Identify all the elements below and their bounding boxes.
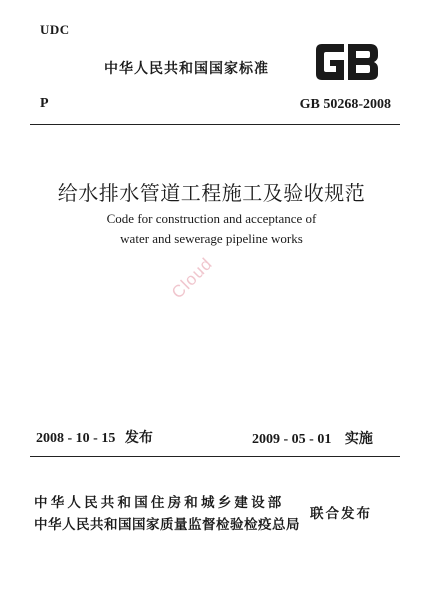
national-standard-heading: 中华人民共和国国家标准 (104, 61, 269, 77)
gb-logo-icon (312, 40, 382, 84)
issue-date (36, 427, 153, 447)
udc-label: UDC (40, 22, 70, 37)
issue-date-value: 2008 - 10 - 15 (36, 431, 116, 446)
top-divider (30, 124, 400, 125)
joint-issue-label: 联合发布 (310, 506, 372, 522)
effective-date-value: 2009 - 05 - 01 (252, 432, 332, 447)
issuer-ministry-housing: 中华人民共和国住房和城乡建设部 (34, 495, 285, 511)
bottom-divider (30, 456, 400, 457)
issuer-aqsiq: 中华人民共和国国家质量监督检验检疫总局 (34, 517, 300, 533)
title-chinese: 给水排水管道工程施工及验收规范 (57, 181, 366, 205)
classification-code: P (40, 96, 49, 111)
title-english-line2: water and sewerage pipeline works (120, 231, 303, 246)
issue-label: 发布 (124, 430, 153, 446)
effective-label: 实施 (344, 431, 373, 447)
cloud-watermark: Cloud (167, 253, 217, 303)
title-english-line1: Code for construction and acceptance of (106, 211, 317, 226)
effective-date (252, 428, 373, 448)
standard-number: GB 50268-2008 (299, 97, 391, 112)
